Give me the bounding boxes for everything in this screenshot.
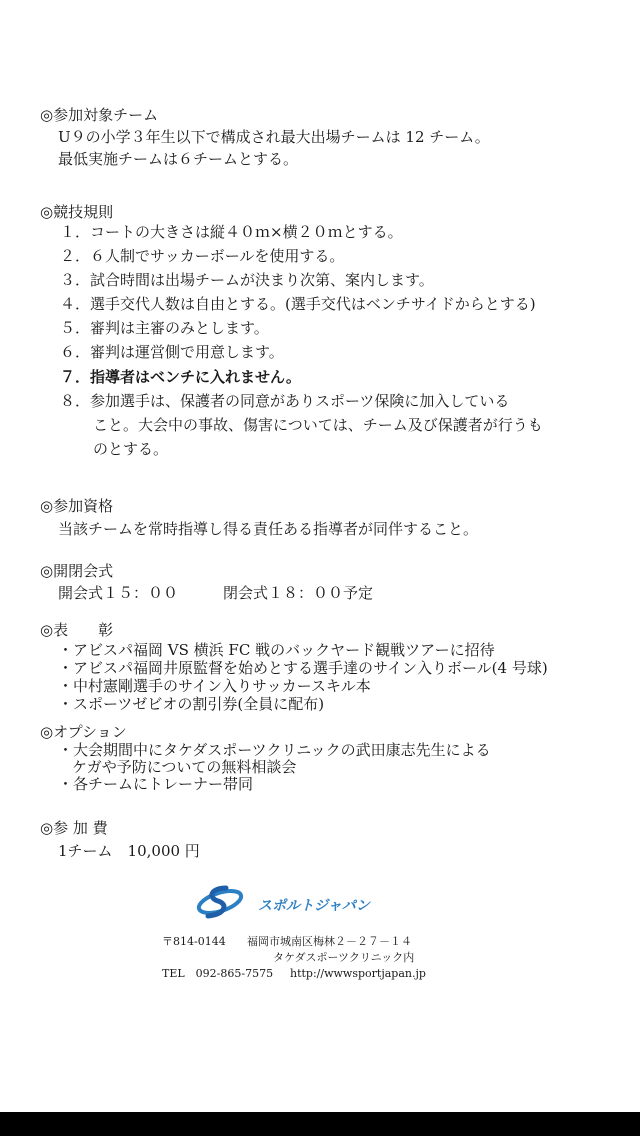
footer-tel: TEL 092-865-7575 bbox=[162, 967, 274, 980]
section-heading-fee: ◎参 加 費 bbox=[40, 819, 108, 837]
section-heading-awards: ◎表 彰 bbox=[40, 621, 114, 639]
section-heading-participants: ◎参加対象チーム bbox=[40, 106, 159, 124]
award-item-2: ・アビスパ福岡井原監督を始めとする選手達のサイン入りボール(4 号球) bbox=[58, 659, 548, 677]
eligibility-text: 当該チームを常時指導し得る責任ある指導者が同伴すること。 bbox=[58, 520, 479, 538]
rule-item-8: ８．参加選手は、保護者の同意がありスポーツ保険に加入している bbox=[60, 392, 510, 410]
rule-item-5: ５．審判は主審のみとします。 bbox=[60, 319, 269, 337]
footer-address: 福岡市城南区梅林２－２７－１４ bbox=[247, 935, 412, 948]
logo-mark-icon bbox=[196, 880, 396, 926]
section-heading-rules: ◎競技規則 bbox=[40, 203, 114, 221]
section-heading-ceremony: ◎開閉会式 bbox=[40, 562, 114, 580]
rule-item-8-cont-1: こと。大会中の事故、傷害については、チーム及び保護者が行うも bbox=[93, 416, 543, 434]
footer-postal: 〒814-0144 bbox=[162, 935, 226, 948]
footer-url: http://wwwsportjapan.jp bbox=[290, 967, 426, 980]
bottom-bar bbox=[0, 1112, 640, 1136]
award-item-4: ・スポーツゼビオの割引券(全員に配布) bbox=[58, 695, 325, 713]
logo-text: スポルトジャパン bbox=[258, 897, 370, 913]
sport-japan-logo bbox=[196, 880, 396, 926]
rule-item-4: ４．選手交代人数は自由とする。(選手交代はベンチサイドからとする) bbox=[60, 295, 536, 313]
fee-text: 1チーム 10,000 円 bbox=[58, 842, 200, 860]
rule-item-7: ７．指導者はベンチに入れません。 bbox=[60, 368, 301, 386]
option-item-1-cont: ケガや予防についての無料相談会 bbox=[72, 758, 297, 776]
participants-line-2: 最低実施チームは６チームとする。 bbox=[58, 150, 299, 168]
section-heading-options: ◎オプション bbox=[40, 723, 127, 741]
option-item-2: ・各チームにトレーナー帯同 bbox=[58, 775, 254, 793]
rule-item-1: １．コートの大きさは縦４０ｍ×横２０ｍとする。 bbox=[60, 223, 403, 241]
award-item-3: ・中村憲剛選手のサイン入りサッカースキル本 bbox=[58, 677, 371, 695]
participants-line-1: U９の小学３年生以下で構成され最大出場チームは 12 チーム。 bbox=[58, 128, 490, 146]
rule-item-2: ２．６人制でサッカーボールを使用する。 bbox=[60, 247, 345, 265]
option-item-1: ・大会期間中にタケダスポーツクリニックの武田康志先生による bbox=[58, 741, 491, 759]
rule-item-8-cont-2: のとする。 bbox=[93, 440, 169, 458]
footer-address-2: タケダスポーツクリニック内 bbox=[273, 951, 415, 964]
ceremony-text: 開会式１５：００ 閉会式１８：００予定 bbox=[58, 584, 374, 602]
award-item-1: ・アビスパ福岡 VS 横浜 FC 戦のバックヤード観戦ツアーに招待 bbox=[58, 641, 495, 659]
rule-item-3: ３．試合時間は出場チームが決まり次第、案内します。 bbox=[60, 271, 434, 289]
section-heading-eligibility: ◎参加資格 bbox=[40, 497, 114, 515]
rule-item-6: ６．審判は運営側で用意します。 bbox=[60, 343, 284, 361]
